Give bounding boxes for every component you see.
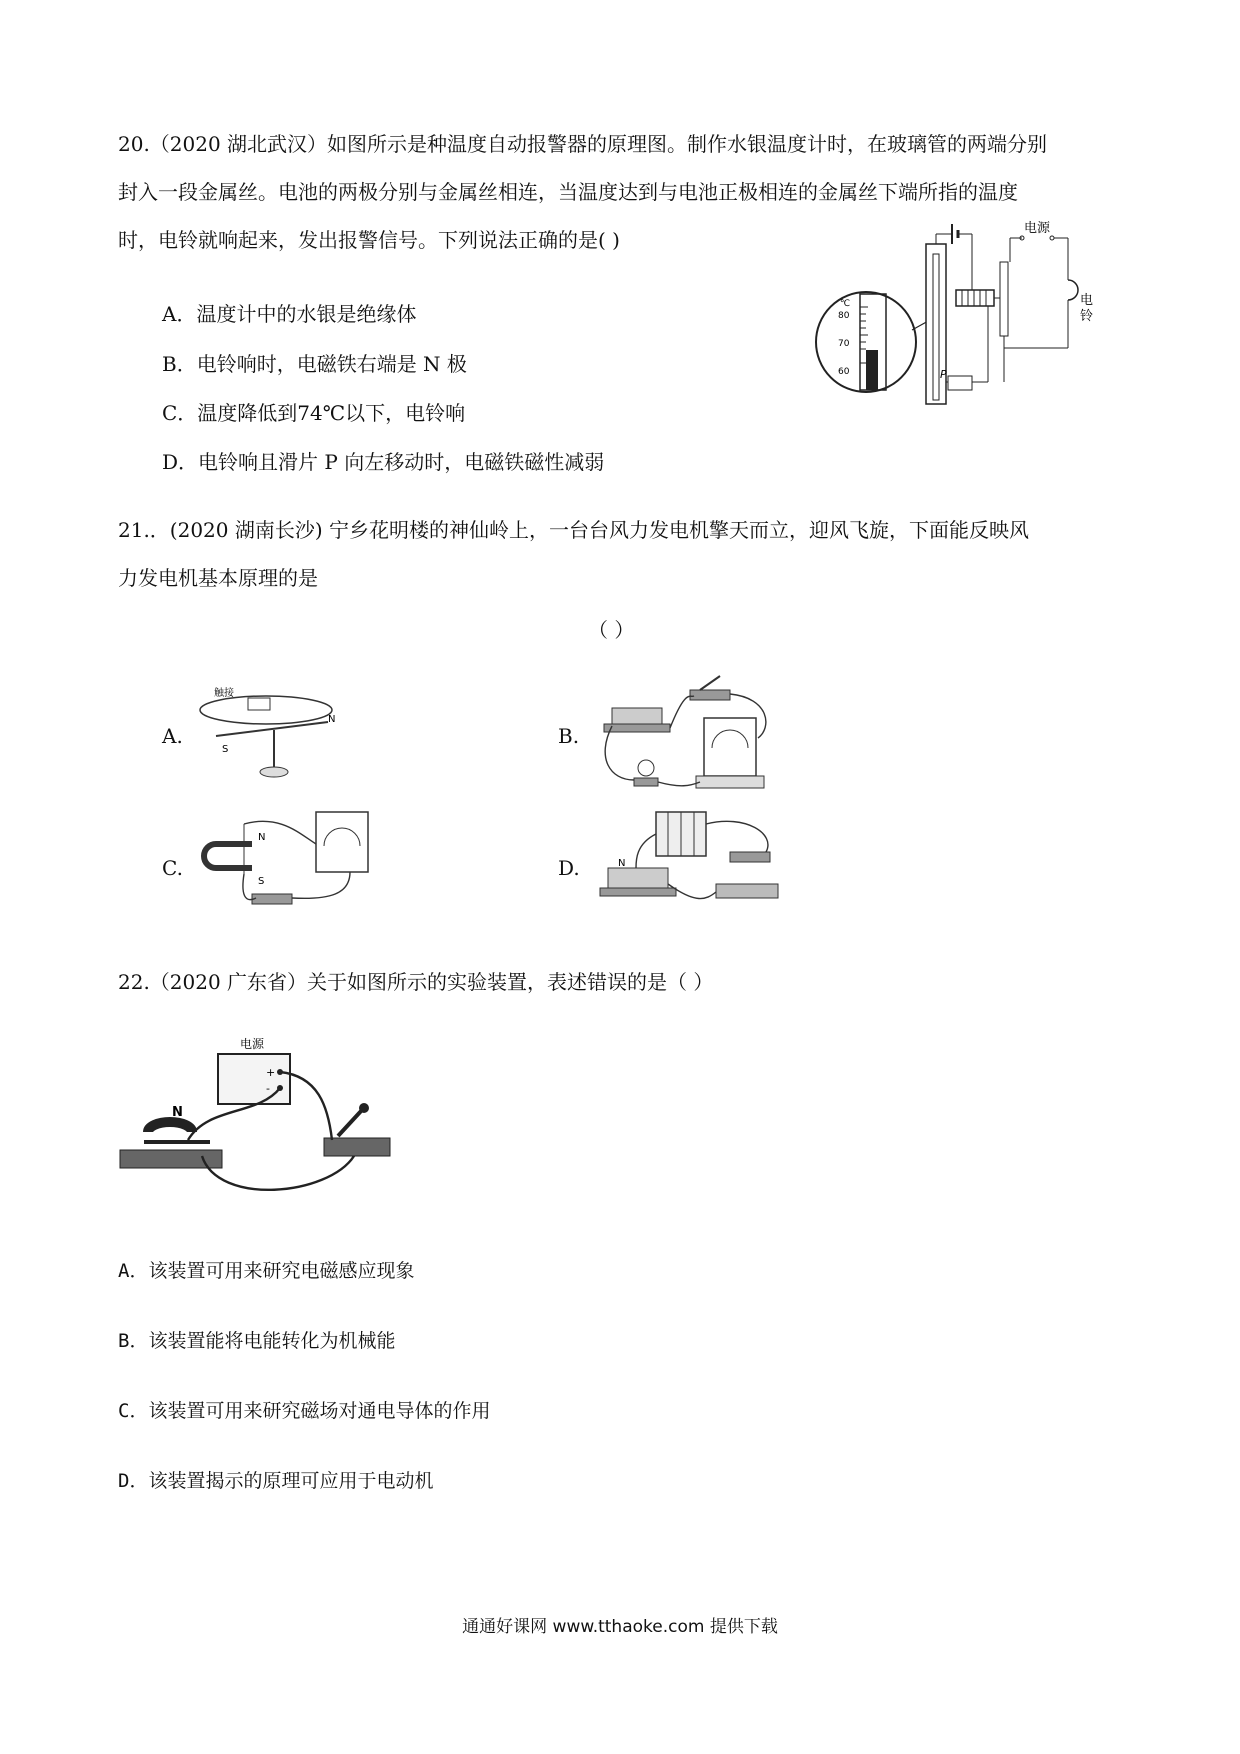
q20-stem-line2: 封入一段金属丝。电池的两极分别与金属丝相连，当温度达到与电池正极相连的金属丝下端所指的温度 (118, 180, 1018, 204)
battery-icon (248, 698, 270, 710)
q21-stem-line2: 力发电机基本原理的是 (118, 566, 318, 590)
rheostat-icon (716, 884, 778, 898)
q22-option-a: A．该装置可用来研究电磁感应现象 (118, 1260, 415, 1282)
q22-apparatus-figure (118, 1036, 402, 1208)
tick-60: 60 (838, 367, 850, 377)
figure-a-n: N (328, 714, 336, 725)
q22-option-c: C．该装置可用来研究磁场对通电导体的作用 (118, 1400, 491, 1422)
figure-a-top-label: 触接 (214, 688, 234, 699)
tick-80: 80 (838, 311, 850, 321)
q21-figure-a-needle (196, 682, 340, 786)
q22-option-d: D．该装置揭示的原理可应用于电动机 (118, 1470, 434, 1492)
figure-d-n: N (618, 858, 626, 869)
plus-terminal: + (266, 1066, 276, 1079)
footer-source: 通通好课网 www.tthaoke.com 提供下载 (462, 1617, 778, 1637)
q20-alarm-circuit-figure (812, 221, 1112, 412)
figure-a-s: S (222, 744, 229, 755)
power-label: 电源 (1024, 221, 1051, 236)
q20-option-d: D．电铃响且滑片 P 向左移动时，电磁铁磁性减弱 (162, 450, 605, 474)
tick-70: 70 (838, 339, 850, 349)
u-magnet-icon (148, 1122, 192, 1132)
q21-option-a-letter: A. (162, 724, 183, 748)
q20-option-c: C．温度降低到74℃以下，电铃响 (162, 401, 466, 425)
q21-answer-blank: （ ） (588, 618, 635, 642)
bulb-icon (638, 760, 654, 776)
magnet-track-icon (608, 868, 668, 888)
q21-option-b-letter: B. (558, 724, 580, 748)
switch-icon (690, 690, 730, 700)
q20-stem-line1: 20.（2020 湖北武汉）如图所示是种温度自动报警器的原理图。制作水银温度计时，在玻璃管的两端分别 (118, 132, 1048, 156)
switch-icon (252, 894, 292, 904)
q21-figure-d-motor (596, 804, 796, 914)
q22-option-b: B．该装置能将电能转化为机械能 (118, 1330, 396, 1352)
bell-label-2: 铃 (1080, 309, 1094, 324)
bell-icon (1068, 280, 1078, 300)
q20-option-b: B．电铃响时，电磁铁右端是 N 极 (162, 352, 467, 376)
q22-n-label: N (172, 1105, 183, 1120)
q21-option-d-letter: D. (558, 856, 580, 880)
bell-label-1: 电 (1080, 293, 1094, 308)
q21-option-c-letter: C. (162, 856, 183, 880)
q21-figure-c-induction (200, 804, 374, 910)
scale-unit: ℃ (840, 299, 851, 309)
power-supply-icon (218, 1054, 290, 1104)
switch-icon (338, 1110, 362, 1136)
q22-stem: 22.（2020 广东省）关于如图所示的实验装置，表述错误的是（ ） (118, 970, 714, 994)
figure-c-n: N (258, 832, 266, 843)
minus-terminal: - (266, 1082, 270, 1095)
relay-armature (1000, 262, 1008, 336)
u-magnet-icon (204, 844, 252, 868)
q22-power-label: 电源 (240, 1037, 265, 1051)
switch-icon (730, 852, 770, 862)
figure-c-s: S (258, 876, 265, 887)
q21-figure-b-circuit (600, 668, 774, 798)
q20-option-a: A．温度计中的水银是绝缘体 (162, 302, 417, 326)
switch-base (324, 1138, 390, 1156)
q21-stem-line1: 21.．(2020 湖南长沙) 宁乡花明楼的神仙岭上，一台台风力发电机擎天而立，迎风飞旋，下面能反映风 (118, 518, 1030, 542)
rheostat (948, 376, 972, 390)
galvanometer-icon (316, 812, 368, 872)
q20-stem-line3: 时，电铃就响起来，发出报警信号。下列说法正确的是( ) (118, 228, 620, 252)
slider-label: P (940, 368, 947, 381)
coil-icon (612, 708, 662, 724)
